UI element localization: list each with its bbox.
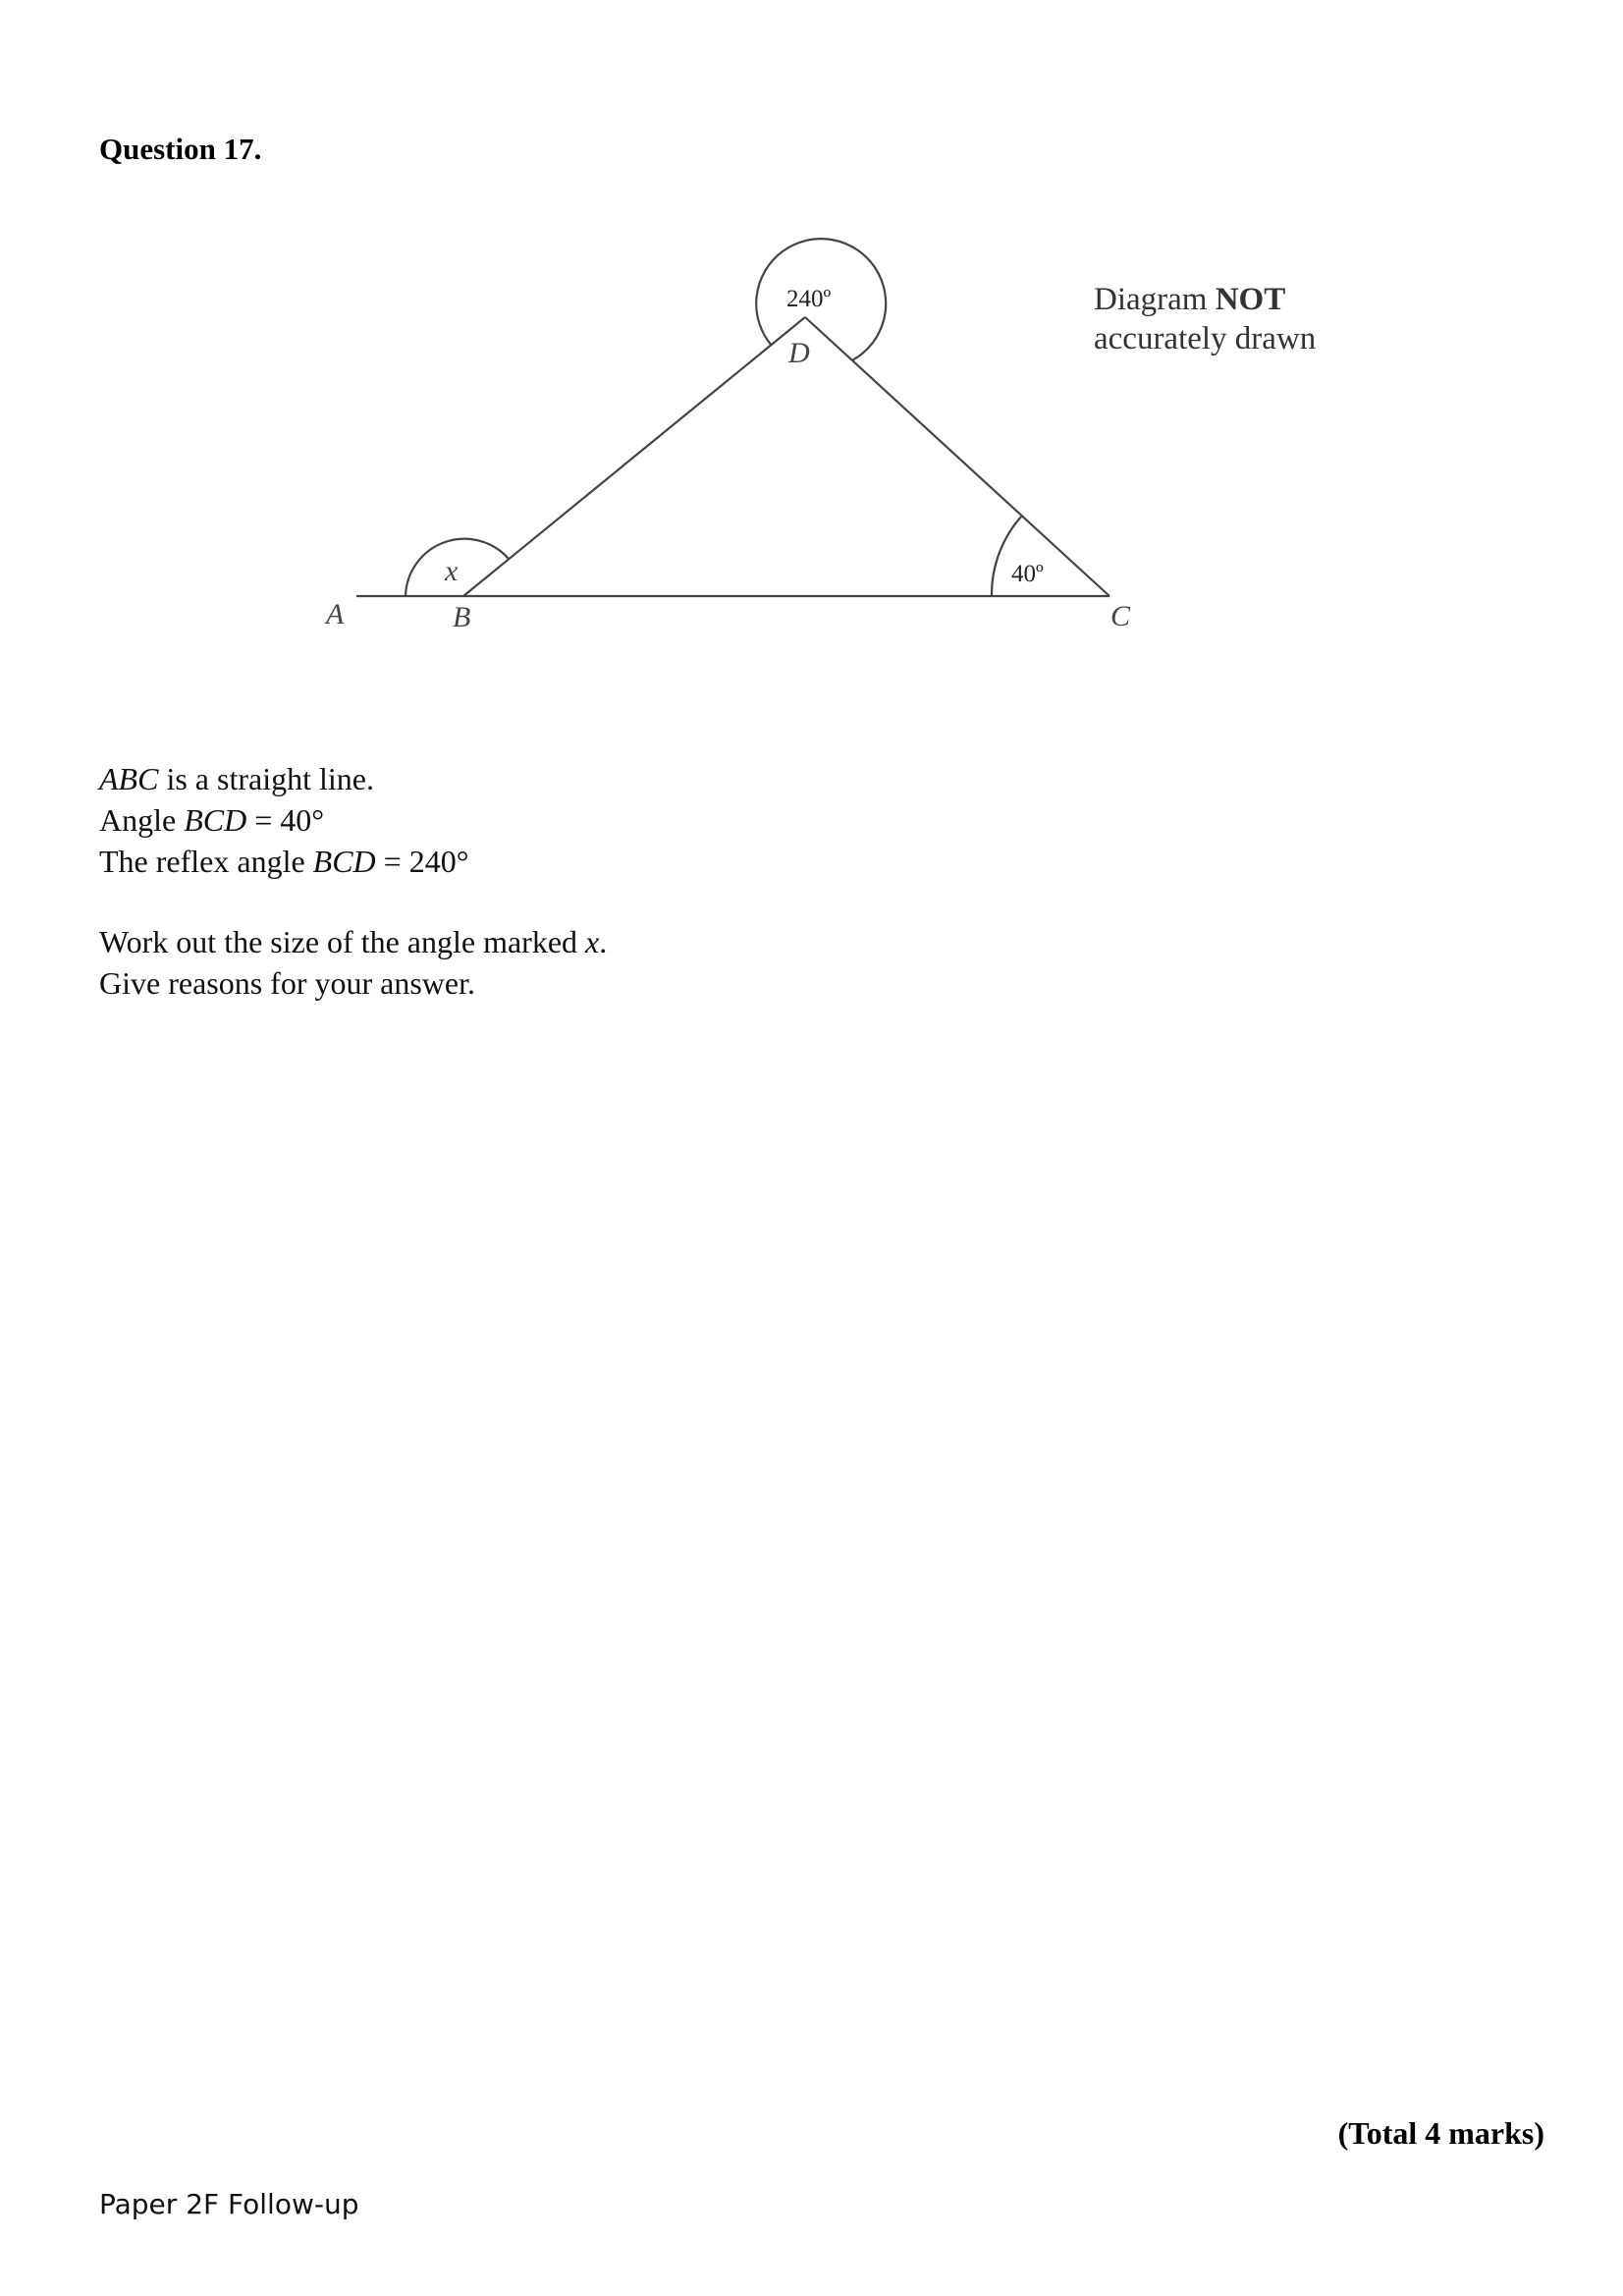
diagram-note-line2: accurately drawn	[1094, 321, 1317, 356]
angle-c-value: 40º	[1011, 561, 1044, 587]
body-line-4: Work out the size of the angle marked x.	[99, 924, 608, 959]
total-marks: (Total 4 marks)	[1337, 2115, 1544, 2151]
body-line-5: Give reasons for your answer.	[99, 965, 475, 1001]
label-a: A	[326, 598, 345, 630]
angle-d-value: 240º	[786, 286, 832, 312]
label-d: D	[788, 337, 810, 369]
body-line-3: The reflex angle BCD = 240°	[99, 844, 469, 879]
body-line-1: ABC is a straight line.	[99, 761, 374, 796]
diagram-note-line1: Diagram NOT	[1094, 282, 1286, 317]
line-bd	[463, 317, 805, 596]
label-c: C	[1110, 600, 1131, 632]
line-dc	[805, 317, 1109, 596]
question-title: Question 17.	[99, 132, 262, 166]
label-x: x	[445, 555, 459, 587]
page-footer: Paper 2F Follow-up	[99, 2188, 359, 2220]
triangle-diagram	[295, 236, 1375, 648]
body-line-2: Angle BCD = 40°	[99, 802, 325, 838]
question-body	[99, 758, 607, 1004]
label-b: B	[453, 601, 471, 633]
